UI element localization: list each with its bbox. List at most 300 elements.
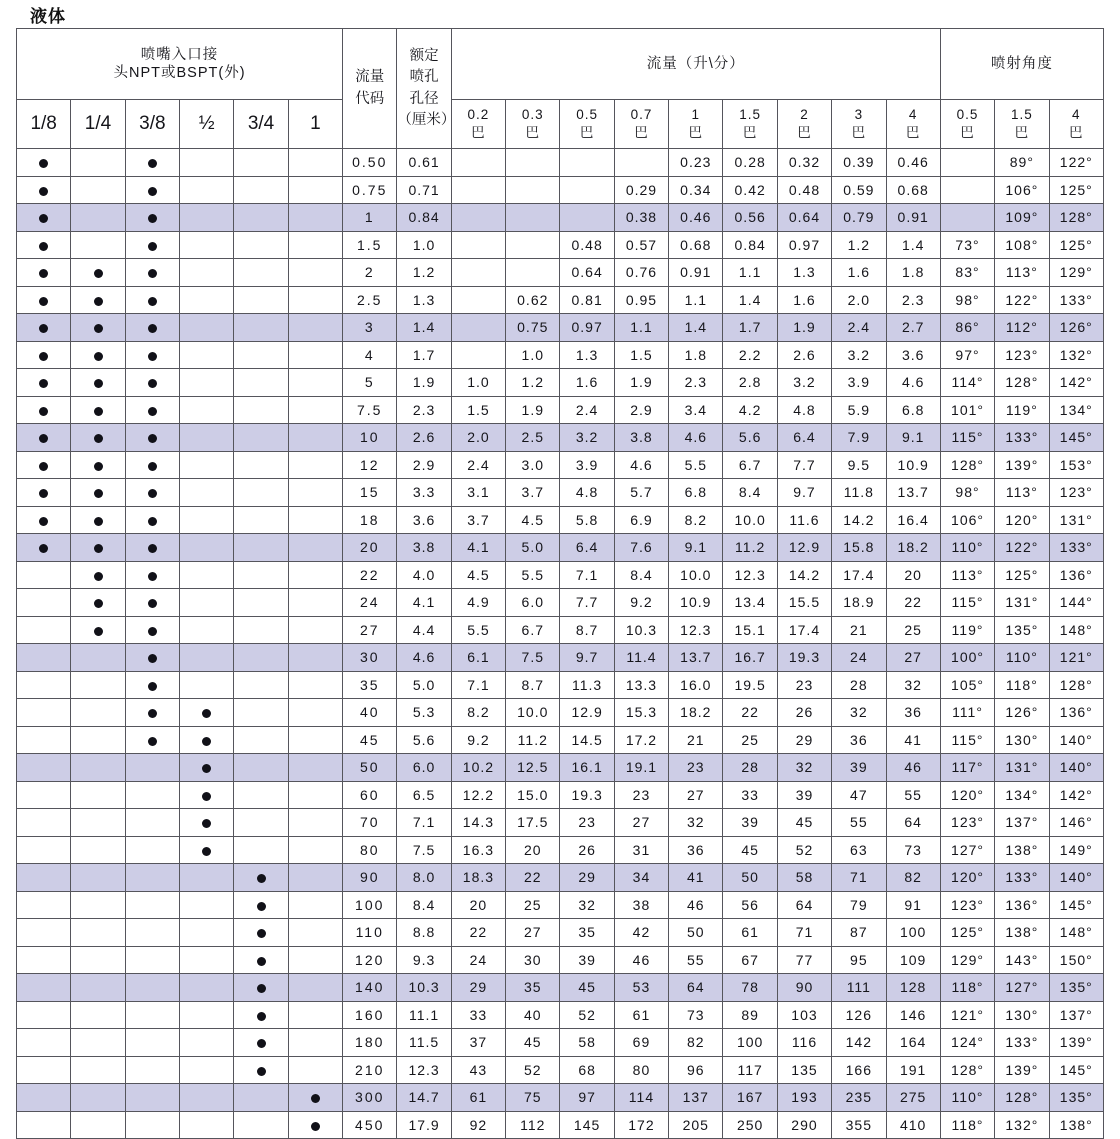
table-row — [17, 396, 1104, 424]
orifice-diameter-cell: 3.6 — [397, 506, 451, 534]
inlet-dot-empty — [234, 369, 288, 397]
spray-angle-cell: 98° — [940, 479, 994, 507]
flow-rate-cell: 0.79 — [832, 204, 886, 232]
inlet-dot-empty — [17, 589, 71, 617]
flow-rate-cell: 2.0 — [451, 424, 505, 452]
inlet-dot-empty — [17, 1056, 71, 1084]
inlet-dot-empty — [234, 424, 288, 452]
inlet-dot-empty — [71, 204, 125, 232]
flow-rate-cell: 42 — [614, 919, 668, 947]
flow-rate-cell: 4.6 — [614, 451, 668, 479]
bullet-dot-icon — [39, 434, 48, 443]
inlet-dot-filled — [180, 754, 234, 782]
flow-rate-cell: 35 — [560, 919, 614, 947]
inlet-dot-filled — [125, 561, 179, 589]
header-row-units — [17, 100, 1104, 149]
spray-angle-cell: 115° — [940, 726, 994, 754]
bullet-dot-icon — [94, 627, 103, 636]
inlet-dot-empty — [71, 809, 125, 837]
spray-angle-cell: 112° — [995, 314, 1049, 342]
flow-rate-cell: 6.0 — [506, 589, 560, 617]
flow-rate-cell: 31 — [614, 836, 668, 864]
inlet-dot-empty — [180, 204, 234, 232]
inlet-dot-filled — [125, 699, 179, 727]
spray-angle-cell: 111° — [940, 699, 994, 727]
table-row — [17, 1111, 1104, 1139]
flow-rate-cell: 0.46 — [669, 204, 723, 232]
inlet-dot-filled — [288, 1111, 342, 1139]
inlet-dot-empty — [17, 616, 71, 644]
flow-rate-cell: 128 — [886, 974, 940, 1002]
spray-angle-cell: 106° — [995, 176, 1049, 204]
bullet-dot-icon — [148, 297, 157, 306]
bullet-dot-icon — [257, 957, 266, 966]
bullet-dot-icon — [39, 352, 48, 361]
flow-code-cell: 2.5 — [343, 286, 397, 314]
flow-rate-cell: 64 — [886, 809, 940, 837]
pressure-value: 0.7 — [630, 107, 653, 123]
table-row — [17, 671, 1104, 699]
bullet-dot-icon — [148, 269, 157, 278]
flow-rate-cell: 164 — [886, 1029, 940, 1057]
flow-rate-cell: 12.3 — [669, 616, 723, 644]
flow-rate-cell: 46 — [886, 754, 940, 782]
flow-rate-cell: 0.76 — [614, 259, 668, 287]
flow-code-cell: 1 — [343, 204, 397, 232]
inlet-dot-empty — [234, 644, 288, 672]
inlet-dot-empty — [234, 589, 288, 617]
orifice-diameter-cell: 1.7 — [397, 341, 451, 369]
inlet-dot-filled — [180, 809, 234, 837]
inlet-dot-empty — [125, 1029, 179, 1057]
flow-rate-cell: 10.9 — [886, 451, 940, 479]
bullet-dot-icon — [94, 379, 103, 388]
inlet-dot-empty — [17, 671, 71, 699]
inlet-dot-empty — [288, 1001, 342, 1029]
flow-rate-cell: 4.9 — [451, 589, 505, 617]
inlet-dot-empty — [180, 644, 234, 672]
flow-rate-cell: 50 — [669, 919, 723, 947]
orifice-diameter-cell: 11.1 — [397, 1001, 451, 1029]
inlet-dot-empty — [234, 1111, 288, 1139]
pressure-value: 1 — [691, 107, 701, 123]
flow-rate-cell: 0.48 — [777, 176, 831, 204]
inlet-dot-empty — [71, 974, 125, 1002]
flow-rate-cell: 32 — [886, 671, 940, 699]
flow-code-cell: 15 — [343, 479, 397, 507]
spray-angle-cell: 148° — [1049, 919, 1103, 947]
spray-angle-cell: 128° — [995, 1084, 1049, 1112]
table-body — [17, 149, 1104, 1139]
bullet-dot-icon — [148, 324, 157, 333]
flow-rate-cell: 8.7 — [506, 671, 560, 699]
table-row — [17, 699, 1104, 727]
inlet-dot-empty — [234, 616, 288, 644]
flow-rate-cell: 10.0 — [506, 699, 560, 727]
header-row-groups — [17, 29, 1104, 100]
inlet-dot-filled — [125, 231, 179, 259]
flow-rate-cell: 61 — [614, 1001, 668, 1029]
flow-code-cell: 45 — [343, 726, 397, 754]
inlet-dot-empty — [125, 781, 179, 809]
inlet-dot-empty — [180, 369, 234, 397]
flow-rate-cell: 3.4 — [669, 396, 723, 424]
inlet-dot-empty — [234, 671, 288, 699]
flow-rate-cell: 36 — [669, 836, 723, 864]
inlet-dot-empty — [17, 561, 71, 589]
spray-angle-cell: 120° — [995, 506, 1049, 534]
inlet-dot-filled — [180, 781, 234, 809]
spray-angle-cell: 120° — [940, 864, 994, 892]
bullet-dot-icon — [148, 572, 157, 581]
flow-rate-cell: 67 — [723, 946, 777, 974]
flow-rate-cell: 28 — [832, 671, 886, 699]
orifice-diameter-cell: 2.6 — [397, 424, 451, 452]
bullet-dot-icon — [39, 517, 48, 526]
bullet-dot-icon — [202, 764, 211, 773]
flow-rate-cell: 58 — [777, 864, 831, 892]
table-row — [17, 341, 1104, 369]
spray-angle-cell: 136° — [995, 891, 1049, 919]
inlet-dot-empty — [17, 699, 71, 727]
spray-angle-cell: 125° — [940, 919, 994, 947]
header-inlet-size-1: 1/8 — [17, 100, 71, 149]
flow-code-cell: 90 — [343, 864, 397, 892]
flow-rate-cell: 1.9 — [777, 314, 831, 342]
table-row — [17, 1029, 1104, 1057]
inlet-dot-empty — [288, 451, 342, 479]
spray-angle-cell: 138° — [1049, 1111, 1103, 1139]
table-row — [17, 1084, 1104, 1112]
inlet-dot-empty — [71, 1001, 125, 1029]
spray-angle-cell: 126° — [995, 699, 1049, 727]
flow-rate-cell: 79 — [832, 891, 886, 919]
inlet-dot-filled — [125, 259, 179, 287]
pressure-unit: 巴 — [797, 125, 812, 140]
inlet-dot-filled — [234, 1029, 288, 1057]
flow-rate-cell: 47 — [832, 781, 886, 809]
flow-rate-cell: 6.7 — [723, 451, 777, 479]
table-row — [17, 451, 1104, 479]
spray-angle-cell: 135° — [995, 616, 1049, 644]
inlet-dot-empty — [180, 891, 234, 919]
header-inlet-line1: 喷嘴入口接 — [140, 46, 219, 63]
flow-code-cell: 40 — [343, 699, 397, 727]
spray-angle-cell: 126° — [1049, 314, 1103, 342]
inlet-dot-empty — [234, 451, 288, 479]
pressure-unit: 巴 — [1069, 125, 1084, 140]
flow-rate-cell: 193 — [777, 1084, 831, 1112]
flow-rate-cell: 4.2 — [723, 396, 777, 424]
table-row — [17, 314, 1104, 342]
inlet-dot-empty — [180, 1056, 234, 1084]
flow-rate-cell: 0.57 — [614, 231, 668, 259]
spray-angle-cell: 110° — [940, 1084, 994, 1112]
spray-angle-cell: 130° — [995, 1001, 1049, 1029]
inlet-dot-empty — [180, 561, 234, 589]
flow-rate-cell: 2.7 — [886, 314, 940, 342]
flow-rate-cell: 90 — [777, 974, 831, 1002]
inlet-dot-filled — [125, 396, 179, 424]
inlet-dot-empty — [180, 286, 234, 314]
flow-rate-cell: 1.7 — [723, 314, 777, 342]
orifice-diameter-cell: 14.7 — [397, 1084, 451, 1112]
flow-rate-cell: 75 — [506, 1084, 560, 1112]
spray-angle-cell: 130° — [995, 726, 1049, 754]
header-flow-group: 流量（升\分） — [451, 29, 940, 100]
header-inlet-size-2: 1/4 — [71, 100, 125, 149]
flow-rate-cell: 9.5 — [832, 451, 886, 479]
orifice-diameter-cell: 7.5 — [397, 836, 451, 864]
inlet-dot-empty — [17, 864, 71, 892]
pressure-unit: 巴 — [1014, 125, 1030, 140]
inlet-dot-empty — [180, 341, 234, 369]
spray-angle-cell: 128° — [940, 451, 994, 479]
flow-rate-cell: 10.0 — [723, 506, 777, 534]
pressure-value: 2 — [800, 107, 809, 123]
inlet-dot-empty — [288, 396, 342, 424]
inlet-dot-empty — [288, 176, 342, 204]
flow-rate-cell: 250 — [723, 1111, 777, 1139]
flow-rate-cell: 2.5 — [506, 424, 560, 452]
inlet-dot-empty — [17, 1029, 71, 1057]
header-flow-pressure-8 — [832, 100, 886, 149]
pressure-value: 1.5 — [739, 107, 762, 123]
inlet-dot-empty — [234, 314, 288, 342]
table-row — [17, 479, 1104, 507]
flow-rate-cell: 6.7 — [506, 616, 560, 644]
flow-rate-cell: 1.9 — [614, 369, 668, 397]
flow-rate-cell: 33 — [451, 1001, 505, 1029]
inlet-dot-filled — [125, 451, 179, 479]
spray-angle-cell: 131° — [995, 754, 1049, 782]
bullet-dot-icon — [148, 627, 157, 636]
flow-rate-cell: 46 — [614, 946, 668, 974]
flow-rate-cell — [614, 149, 668, 177]
flow-rate-cell: 16.3 — [451, 836, 505, 864]
pressure-unit: 巴 — [905, 125, 921, 140]
spray-angle-cell: 138° — [995, 836, 1049, 864]
flow-rate-cell: 28 — [723, 754, 777, 782]
inlet-dot-filled — [180, 836, 234, 864]
inlet-dot-empty — [234, 726, 288, 754]
flow-rate-cell: 45 — [560, 974, 614, 1002]
inlet-dot-filled — [71, 424, 125, 452]
inlet-dot-empty — [125, 974, 179, 1002]
flow-rate-cell: 1.9 — [506, 396, 560, 424]
inlet-dot-empty — [288, 891, 342, 919]
flow-rate-cell: 55 — [886, 781, 940, 809]
spray-angle-cell: 113° — [940, 561, 994, 589]
flow-rate-cell: 7.1 — [560, 561, 614, 589]
bullet-dot-icon — [94, 407, 103, 416]
page-title: 液体 — [30, 7, 66, 26]
flow-rate-cell: 1.2 — [832, 231, 886, 259]
pressure-value: 4 — [1072, 107, 1081, 123]
inlet-dot-empty — [71, 1056, 125, 1084]
flow-rate-cell: 11.2 — [723, 534, 777, 562]
pressure-value: 0.5 — [576, 107, 598, 123]
flow-rate-cell: 111 — [832, 974, 886, 1002]
table-row — [17, 506, 1104, 534]
flow-rate-cell: 1.6 — [832, 259, 886, 287]
flow-rate-cell: 1.5 — [614, 341, 668, 369]
pressure-value: 0.3 — [521, 107, 544, 123]
orifice-diameter-cell: 1.0 — [397, 231, 451, 259]
flow-rate-cell: 39 — [832, 754, 886, 782]
flow-rate-cell — [506, 149, 560, 177]
spray-angle-cell: 138° — [995, 919, 1049, 947]
inlet-dot-empty — [125, 1056, 179, 1084]
table-row — [17, 726, 1104, 754]
inlet-dot-filled — [17, 204, 71, 232]
flow-rate-cell: 23 — [777, 671, 831, 699]
inlet-dot-empty — [125, 1084, 179, 1112]
bullet-dot-icon — [39, 269, 48, 278]
flow-rate-cell: 0.56 — [723, 204, 777, 232]
spray-angle-cell — [940, 204, 994, 232]
inlet-dot-filled — [125, 726, 179, 754]
flow-rate-cell: 166 — [832, 1056, 886, 1084]
flow-rate-cell: 17.4 — [777, 616, 831, 644]
flow-rate-cell — [506, 231, 560, 259]
header-flow-pressure-1 — [451, 100, 505, 149]
flow-rate-cell: 0.64 — [777, 204, 831, 232]
header-orifice — [397, 29, 456, 149]
inlet-dot-empty — [71, 754, 125, 782]
inlet-dot-empty — [180, 534, 234, 562]
header-angle-pressure-3 — [1049, 100, 1103, 149]
inlet-dot-empty — [180, 451, 234, 479]
flow-rate-cell: 64 — [669, 974, 723, 1002]
inlet-dot-empty — [234, 396, 288, 424]
spray-angle-cell: 120° — [940, 781, 994, 809]
flow-rate-cell: 355 — [832, 1111, 886, 1139]
flow-rate-cell: 18.3 — [451, 864, 505, 892]
bullet-dot-icon — [94, 462, 103, 471]
flow-rate-cell: 95 — [832, 946, 886, 974]
table-row — [17, 754, 1104, 782]
flow-rate-cell: 1.8 — [886, 259, 940, 287]
inlet-dot-empty — [234, 561, 288, 589]
inlet-dot-empty — [288, 424, 342, 452]
flow-rate-cell: 9.7 — [777, 479, 831, 507]
flow-rate-cell: 2.8 — [723, 369, 777, 397]
inlet-dot-empty — [234, 479, 288, 507]
pressure-unit: 巴 — [579, 125, 595, 140]
flow-rate-cell: 2.4 — [832, 314, 886, 342]
inlet-dot-empty — [234, 699, 288, 727]
spray-angle-cell: 115° — [940, 589, 994, 617]
table-row — [17, 534, 1104, 562]
flow-code-cell: 300 — [343, 1084, 397, 1112]
inlet-dot-filled — [17, 534, 71, 562]
orifice-diameter-cell: 4.6 — [397, 644, 451, 672]
flow-rate-cell: 23 — [669, 754, 723, 782]
inlet-dot-empty — [125, 1001, 179, 1029]
inlet-dot-empty — [71, 836, 125, 864]
flow-rate-cell: 12.5 — [506, 754, 560, 782]
inlet-dot-empty — [288, 534, 342, 562]
flow-rate-cell: 3.9 — [560, 451, 614, 479]
inlet-dot-filled — [71, 616, 125, 644]
spray-angle-cell: 114° — [940, 369, 994, 397]
bullet-dot-icon — [148, 544, 157, 553]
inlet-dot-empty — [288, 616, 342, 644]
inlet-dot-empty — [288, 314, 342, 342]
flow-rate-cell: 39 — [723, 809, 777, 837]
flow-rate-cell: 1.1 — [614, 314, 668, 342]
flow-rate-cell: 17.5 — [506, 809, 560, 837]
bullet-dot-icon — [148, 214, 157, 223]
bullet-dot-icon — [39, 489, 48, 498]
flow-rate-cell: 4.1 — [451, 534, 505, 562]
flow-rate-cell: 33 — [723, 781, 777, 809]
inlet-dot-empty — [288, 836, 342, 864]
spray-angle-cell: 123° — [940, 809, 994, 837]
flow-rate-cell: 16.1 — [560, 754, 614, 782]
flow-rate-cell: 73 — [886, 836, 940, 864]
spray-angle-cell: 133° — [995, 864, 1049, 892]
inlet-dot-filled — [180, 699, 234, 727]
spray-angle-cell: 132° — [1049, 341, 1103, 369]
inlet-dot-empty — [71, 1111, 125, 1139]
flow-rate-cell: 97 — [560, 1084, 614, 1112]
spray-angle-cell: 123° — [940, 891, 994, 919]
inlet-dot-empty — [288, 286, 342, 314]
flow-rate-cell — [451, 314, 505, 342]
inlet-dot-empty — [288, 919, 342, 947]
flow-rate-cell: 20 — [506, 836, 560, 864]
bullet-dot-icon — [257, 874, 266, 883]
table-row — [17, 259, 1104, 287]
flow-rate-cell: 17.4 — [832, 561, 886, 589]
flow-rate-cell: 32 — [777, 754, 831, 782]
flow-rate-cell: 29 — [451, 974, 505, 1002]
flow-rate-cell: 3.9 — [832, 369, 886, 397]
flow-rate-cell: 2.6 — [777, 341, 831, 369]
inlet-dot-empty — [71, 1029, 125, 1057]
flow-rate-cell: 21 — [832, 616, 886, 644]
flow-rate-cell: 117 — [723, 1056, 777, 1084]
inlet-dot-empty — [17, 919, 71, 947]
flow-rate-cell: 4.5 — [451, 561, 505, 589]
spray-angle-cell: 125° — [995, 561, 1049, 589]
spray-angle-cell: 118° — [940, 1111, 994, 1139]
header-flow-pressure-2 — [506, 100, 560, 149]
flow-rate-cell: 89 — [723, 1001, 777, 1029]
table-row — [17, 561, 1104, 589]
flow-rate-cell — [451, 149, 505, 177]
flow-rate-cell: 5.5 — [506, 561, 560, 589]
flow-rate-cell: 87 — [832, 919, 886, 947]
flow-rate-cell: 2.4 — [451, 451, 505, 479]
flow-rate-cell: 112 — [506, 1111, 560, 1139]
inlet-dot-filled — [234, 1056, 288, 1084]
pressure-unit: 巴 — [742, 125, 758, 140]
flow-rate-cell: 0.38 — [614, 204, 668, 232]
pressure-value: 0.5 — [956, 107, 979, 123]
flow-code-cell: 3 — [343, 314, 397, 342]
spray-angle-cell: 113° — [995, 479, 1049, 507]
spray-angle-cell: 142° — [1049, 781, 1103, 809]
flow-rate-cell: 22 — [451, 919, 505, 947]
inlet-dot-filled — [125, 369, 179, 397]
spray-angle-cell: 145° — [1049, 1056, 1103, 1084]
flow-rate-cell: 11.3 — [560, 671, 614, 699]
inlet-dot-empty — [125, 891, 179, 919]
inlet-dot-filled — [17, 314, 71, 342]
